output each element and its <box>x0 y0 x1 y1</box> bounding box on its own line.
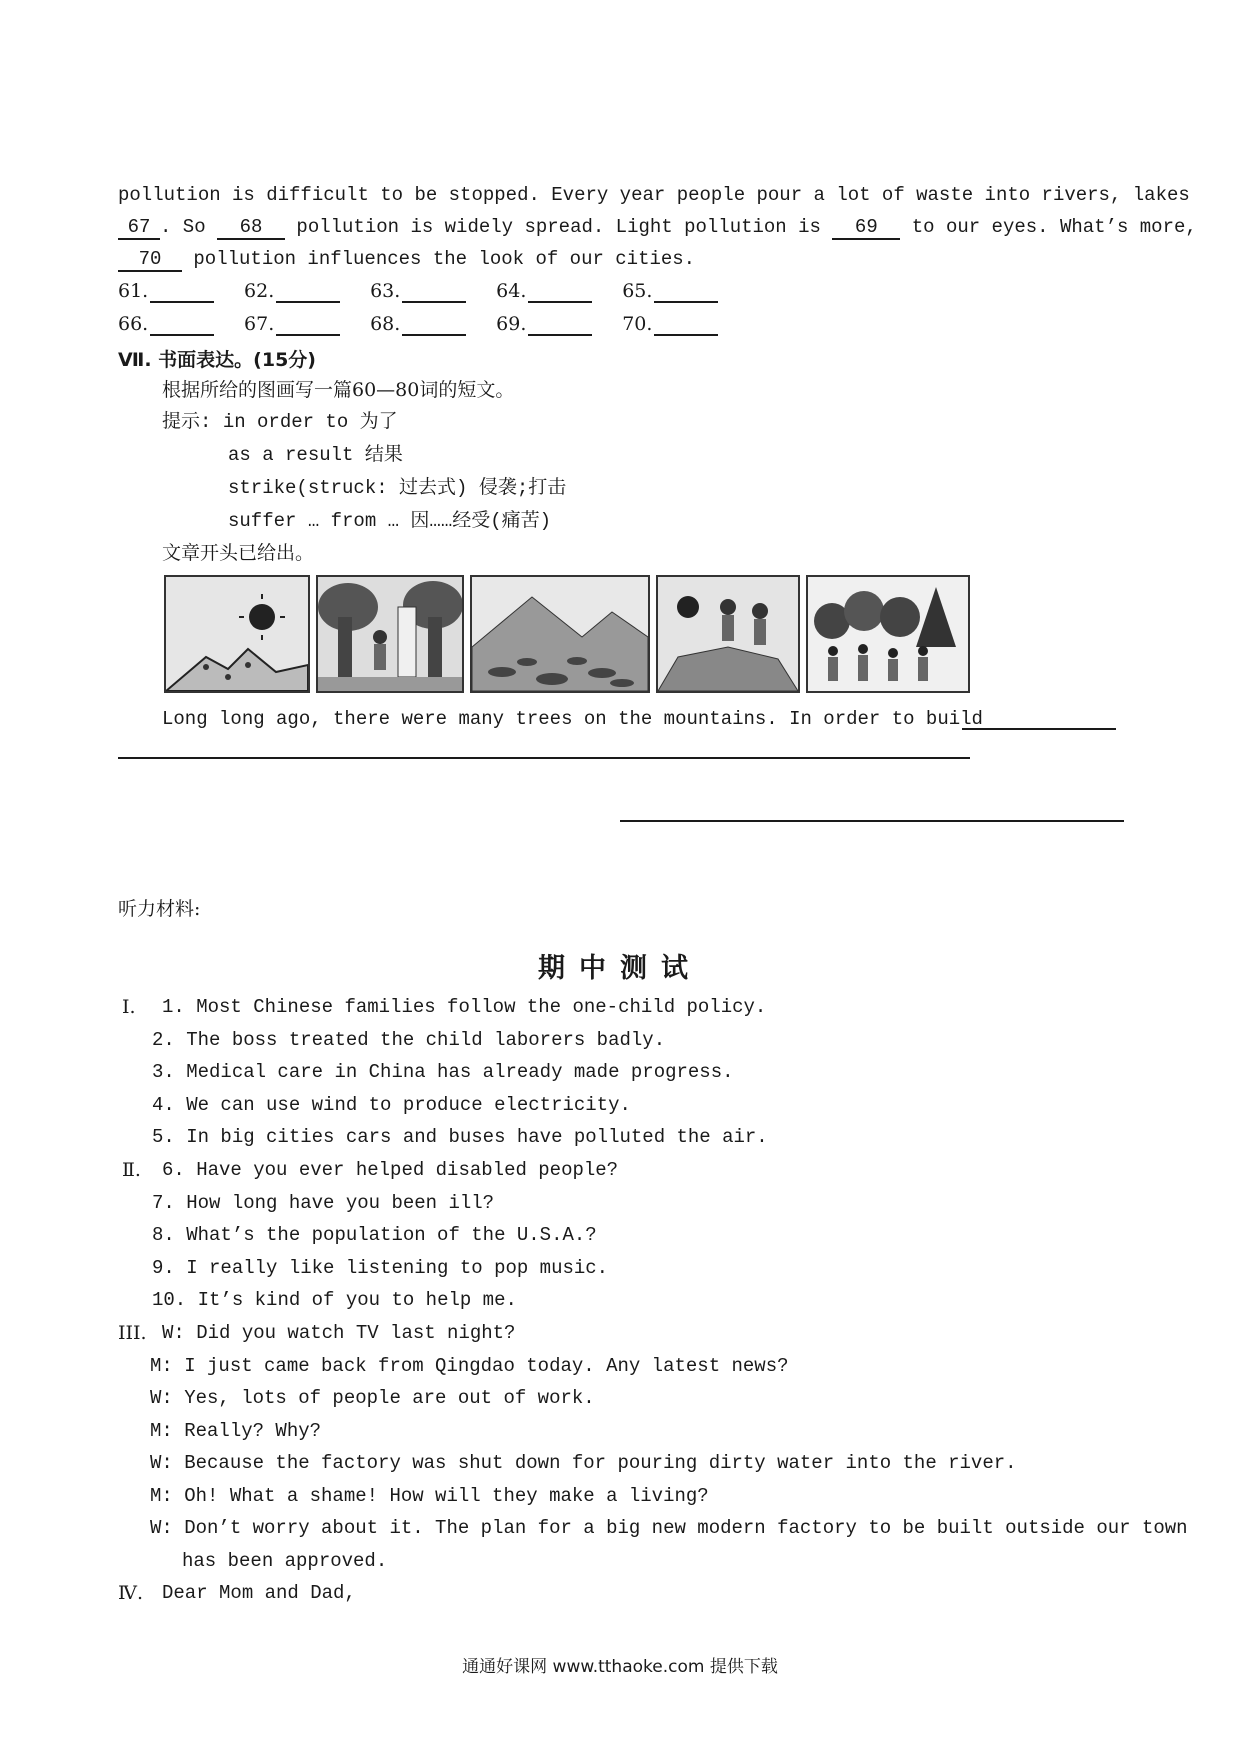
dialogue-line-8: has been approved. <box>182 1550 388 1572</box>
picture-cutting-trees <box>316 575 464 693</box>
blank-67: 67 <box>118 216 160 240</box>
answer-blank-66[interactable] <box>150 316 214 336</box>
section-heading-writing: Ⅶ. 书面表达。(15分) <box>118 349 316 371</box>
picture-sun-mountain <box>164 575 310 693</box>
blank-68: 68 <box>217 216 285 240</box>
section-1-numeral: Ⅰ. <box>122 996 136 1018</box>
answer-blank-63[interactable] <box>402 283 466 303</box>
passage-line-3: 70 pollution influences the look of our cities. <box>118 247 695 272</box>
answer-row-2: 66. 67. 68. 69. 70. <box>118 312 742 336</box>
answer-blank-62[interactable] <box>276 283 340 303</box>
answer-line-1[interactable] <box>962 728 1116 730</box>
dialogue-line-2: M: I just came back from Qingdao today. Any latest news? <box>150 1355 789 1377</box>
answer-line-3[interactable] <box>620 820 1124 822</box>
hint-line-3: strike(struck: 过去式) 侵袭;打击 <box>228 477 567 499</box>
section-2-numeral: Ⅱ. <box>122 1159 141 1181</box>
answer-blank-69[interactable] <box>528 316 592 336</box>
answer-blank-67[interactable] <box>276 316 340 336</box>
listening-item-4: 4. We can use wind to produce electricity. <box>152 1094 631 1116</box>
answer-blank-64[interactable] <box>528 283 592 303</box>
answer-blank-70[interactable] <box>654 316 718 336</box>
dialogue-line-6: M: Oh! What a shame! How will they make a living? <box>150 1485 709 1507</box>
picture-planting-trees <box>656 575 800 693</box>
listening-item-10: 10. It’s kind of you to help me. <box>152 1289 517 1311</box>
blank-70: 70 <box>118 248 182 272</box>
listening-item-7: 7. How long have you been ill? <box>152 1192 495 1214</box>
passage-line-1: pollution is difficult to be stopped. Every year people pour a lot of waste into rivers, lakes <box>118 184 1190 206</box>
listening-item-3: 3. Medical care in China has already made progress. <box>152 1061 734 1083</box>
picture-bare-mountains <box>470 575 650 693</box>
section-3-numeral: III. <box>118 1322 147 1344</box>
dialogue-line-3: W: Yes, lots of people are out of work. <box>150 1387 595 1409</box>
dialogue-line-7: W: Don’t worry about it. The plan for a big new modern factory to be built outside our town <box>150 1517 1188 1539</box>
listening-item-5: 5. In big cities cars and buses have polluted the air. <box>152 1126 768 1148</box>
dialogue-line-1: W: Did you watch TV last night? <box>162 1322 516 1344</box>
listening-item-2: 2. The boss treated the child laborers badly. <box>152 1029 666 1051</box>
listening-item-1: 1. Most Chinese families follow the one-child policy. <box>162 996 767 1018</box>
hint-line-1: 提示: in order to 为了 <box>162 411 398 433</box>
answer-blank-68[interactable] <box>402 316 466 336</box>
dialogue-line-4: M: Really? Why? <box>150 1420 322 1442</box>
writing-opening-line: Long long ago, there were many trees on the mountains. In order to build <box>162 708 983 730</box>
passage-line-2: 67 . So 68 pollution is widely spread. Light pollution is 69 to our eyes. What’s more, <box>118 215 1197 240</box>
answer-row-1: 61. 62. 63. 64. 65. <box>118 279 742 303</box>
listening-item-6: 6. Have you ever helped disabled people? <box>162 1159 619 1181</box>
listening-item-9: 9. I really like listening to pop music. <box>152 1257 609 1279</box>
listening-item-8: 8. What’s the population of the U.S.A.? <box>152 1224 597 1246</box>
listening-label: 听力材料: <box>118 898 201 920</box>
picture-forest-children <box>806 575 970 693</box>
hint-line-2: as a result 结果 <box>228 444 403 466</box>
answer-blank-65[interactable] <box>654 283 718 303</box>
answer-line-2[interactable] <box>118 757 970 759</box>
writing-instruction: 根据所给的图画写一篇60—80词的短文。 <box>162 379 515 401</box>
footer-source: 通通好课网 www.tthaoke.com 提供下载 <box>462 1657 778 1677</box>
section-4-numeral: Ⅳ. <box>118 1582 144 1604</box>
letter-greeting: Dear Mom and Dad, <box>162 1582 356 1604</box>
page-title: 期中测试 <box>538 953 702 984</box>
hint-line-4: suffer … from … 因……经受(痛苦) <box>228 510 552 532</box>
dialogue-line-5: W: Because the factory was shut down for pouring dirty water into the river. <box>150 1452 1017 1474</box>
answer-blank-61[interactable] <box>150 283 214 303</box>
blank-69: 69 <box>832 216 900 240</box>
given-note: 文章开头已给出。 <box>162 542 315 564</box>
